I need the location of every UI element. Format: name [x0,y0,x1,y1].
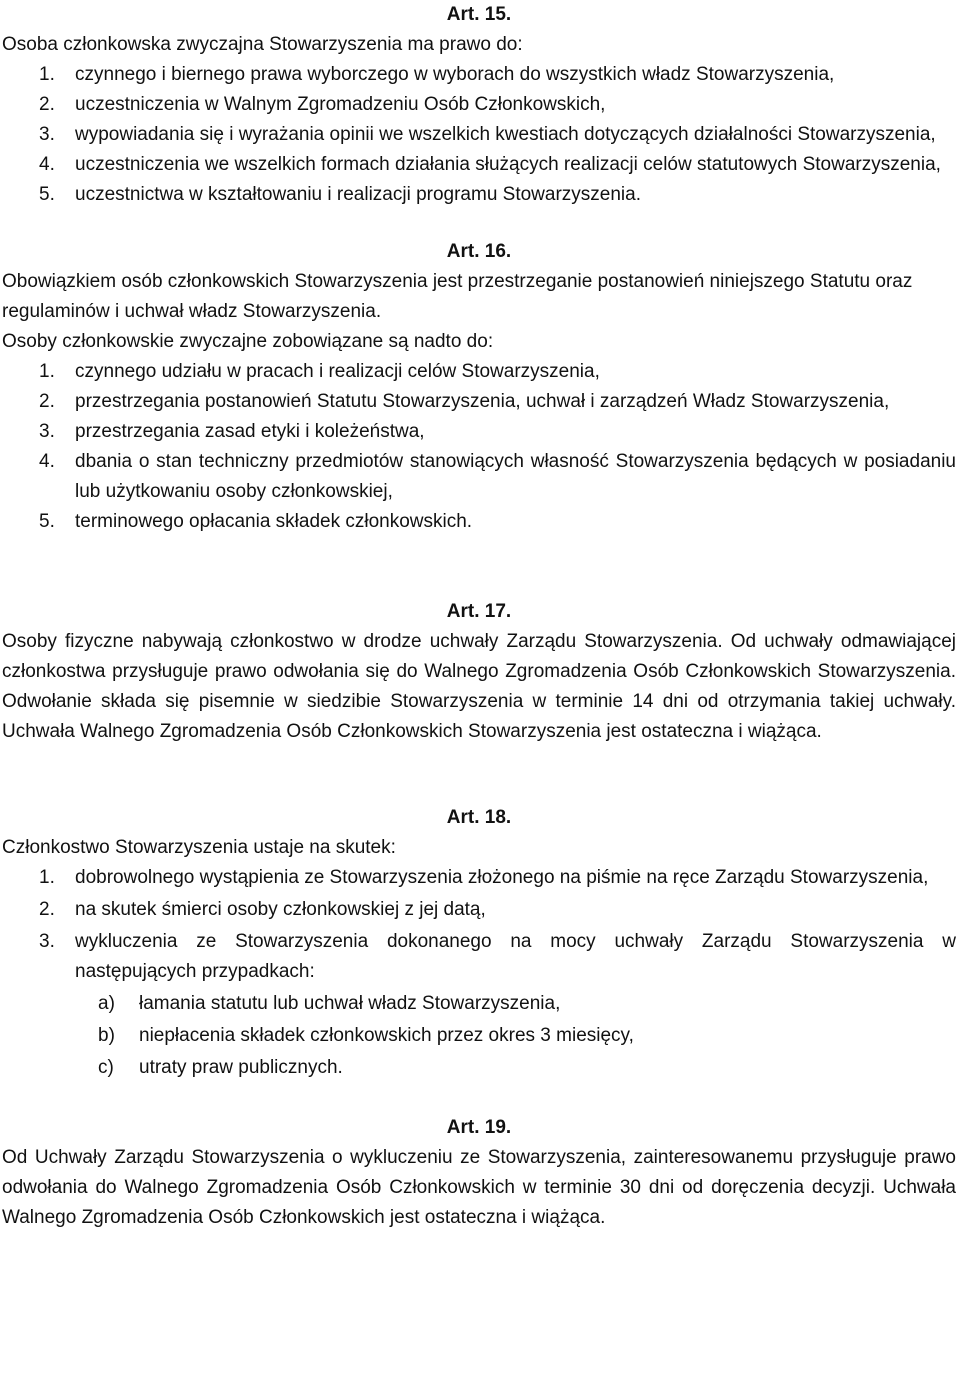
list-item-number: 1. [39,64,55,85]
list-item [2,447,956,507]
article-18-intro: Członkostwo Stowarzyszenia ustaje na skutek: [2,837,396,858]
list-item-text: na skutek śmierci osoby członkowskiej z jej datą, [75,899,486,920]
article-17-title: Art. 17. [446,601,512,622]
list-item [2,357,956,387]
list-item-number: 3. [39,931,55,952]
article-15-intro: Osoba członkowska zwyczajna Stowarzyszenia ma prawo do: [2,34,523,55]
list-item-text: wykluczenia ze Stowarzyszenia dokonanego na mocy uchwały Zarządu Stowarzyszenia w następujących przypadkach: [75,931,956,982]
article-17 [2,597,956,747]
sublist-item [2,989,956,1019]
spacer [2,1085,956,1113]
article-15-title: Art. 15. [446,4,512,25]
list-item-text: czynnego i biernego prawa wyborczego w wyborach do wszystkich władz Stowarzyszenia, [75,64,835,85]
article-19-title: Art. 19. [446,1117,512,1138]
sublist-item-text: niepłacenia składek członkowskich przez okres 3 miesięcy, [139,1025,634,1046]
sublist-item [2,1053,956,1083]
article-19 [2,1113,956,1233]
list-item [2,60,956,90]
article-16-intro: Osoby członkowskie zwyczajne zobowiązane są nadto do: [2,331,494,352]
list-item [2,150,956,180]
list-item-number: 2. [39,899,55,920]
spacer [2,537,956,597]
article-15-list [2,60,956,210]
article-16-list [2,357,956,537]
sublist-item [2,1021,956,1051]
list-item-number: 5. [39,184,55,205]
list-item-number: 4. [39,154,55,175]
sublist-item-letter: a) [98,993,115,1014]
list-item-number: 2. [39,391,55,412]
list-item-text: dbania o stan techniczny przedmiotów stanowiących własność Stowarzyszenia będących w posiadaniu lub użytkowaniu osoby członkowskiej, [75,451,956,502]
list-item-text: terminowego opłacania składek członkowskich. [75,511,473,532]
list-item-number: 2. [39,94,55,115]
list-item-number: 4. [39,451,55,472]
list-item-text: przestrzegania zasad etyki i koleżeństwa, [75,421,425,442]
sublist-item-text: utraty praw publicznych. [139,1057,343,1078]
spacer [2,210,956,237]
list-item-text: uczestniczenia w Walnym Zgromadzeniu Osób Członkowskich, [75,94,606,115]
list-item-number: 3. [39,421,55,442]
list-item [2,387,956,417]
article-15 [2,0,956,210]
list-item [2,120,956,150]
list-item-text: uczestniczenia we wszelkich formach działania służących realizacji celów statutowych Stowarzyszenia, [75,154,941,175]
sublist-item-letter: c) [98,1057,114,1078]
sublist-item-letter: b) [98,1025,115,1046]
list-item-text: czynnego udziału w pracach i realizacji celów Stowarzyszenia, [75,361,600,382]
article-18-sublist [2,989,956,1083]
list-item-text: wypowiadania się i wyrażania opinii we wszelkich kwestiach dotyczących działalności Stowarzyszenia, [75,124,936,145]
list-item-number: 1. [39,361,55,382]
list-item-number: 1. [39,867,55,888]
article-18-title: Art. 18. [446,807,512,828]
list-item [2,180,956,210]
list-item [2,417,956,447]
list-item-text: uczestnictwa w kształtowaniu i realizacji programu Stowarzyszenia. [75,184,642,205]
article-18-list [2,863,956,1083]
spacer [2,747,956,803]
list-item-text: przestrzegania postanowień Statutu Stowarzyszenia, uchwał i zarządzeń Władz Stowarzyszenia, [75,391,890,412]
list-item-number: 5. [39,511,55,532]
article-16 [2,237,956,537]
article-19-paragraph: Od Uchwały Zarządu Stowarzyszenia o wykluczeniu ze Stowarzyszenia, zainteresowanemu przysługuje prawo odwołania do Walnego Zgromadzenia Osób Członkowskich w terminie 30 dni od doręczenia decyzji. Uchwała Walnego Zgromadzenia Osób Członkowskich jest ostateczna i wiążąca. [2,1147,956,1228]
article-18 [2,803,956,1083]
list-item [2,863,956,893]
list-item [2,90,956,120]
sublist-item-text: łamania statutu lub uchwał władz Stowarzyszenia, [139,993,561,1014]
article-16-title: Art. 16. [446,241,512,262]
article-16-paragraph: Obowiązkiem osób członkowskich Stowarzyszenia jest przestrzeganie postanowień niniejszego Statutu oraz regulaminów i uchwał władz Stowarzyszenia. [2,271,913,322]
list-item [2,507,956,537]
list-item-text: dobrowolnego wystąpienia ze Stowarzyszenia złożonego na piśmie na ręce Zarządu Stowarzyszenia, [75,867,929,888]
list-item [2,927,956,1083]
article-17-paragraph: Osoby fizyczne nabywają członkostwo w drodze uchwały Zarządu Stowarzyszenia. Od uchwały odmawiającej członkostwa przysługuje prawo odwołania się do Walnego Zgromadzenia Osób Członkowskich Stowarzyszenia. Odwołanie składa się pisemnie w siedzibie Stowarzyszenia w terminie 14 dni od otrzymania takiej uchwały. Uchwała Walnego Zgromadzenia Osób Członkowskich Stowarzyszenia jest ostateczna i wiążąca. [2,631,956,742]
list-item-number: 3. [39,124,55,145]
list-item [2,895,956,925]
